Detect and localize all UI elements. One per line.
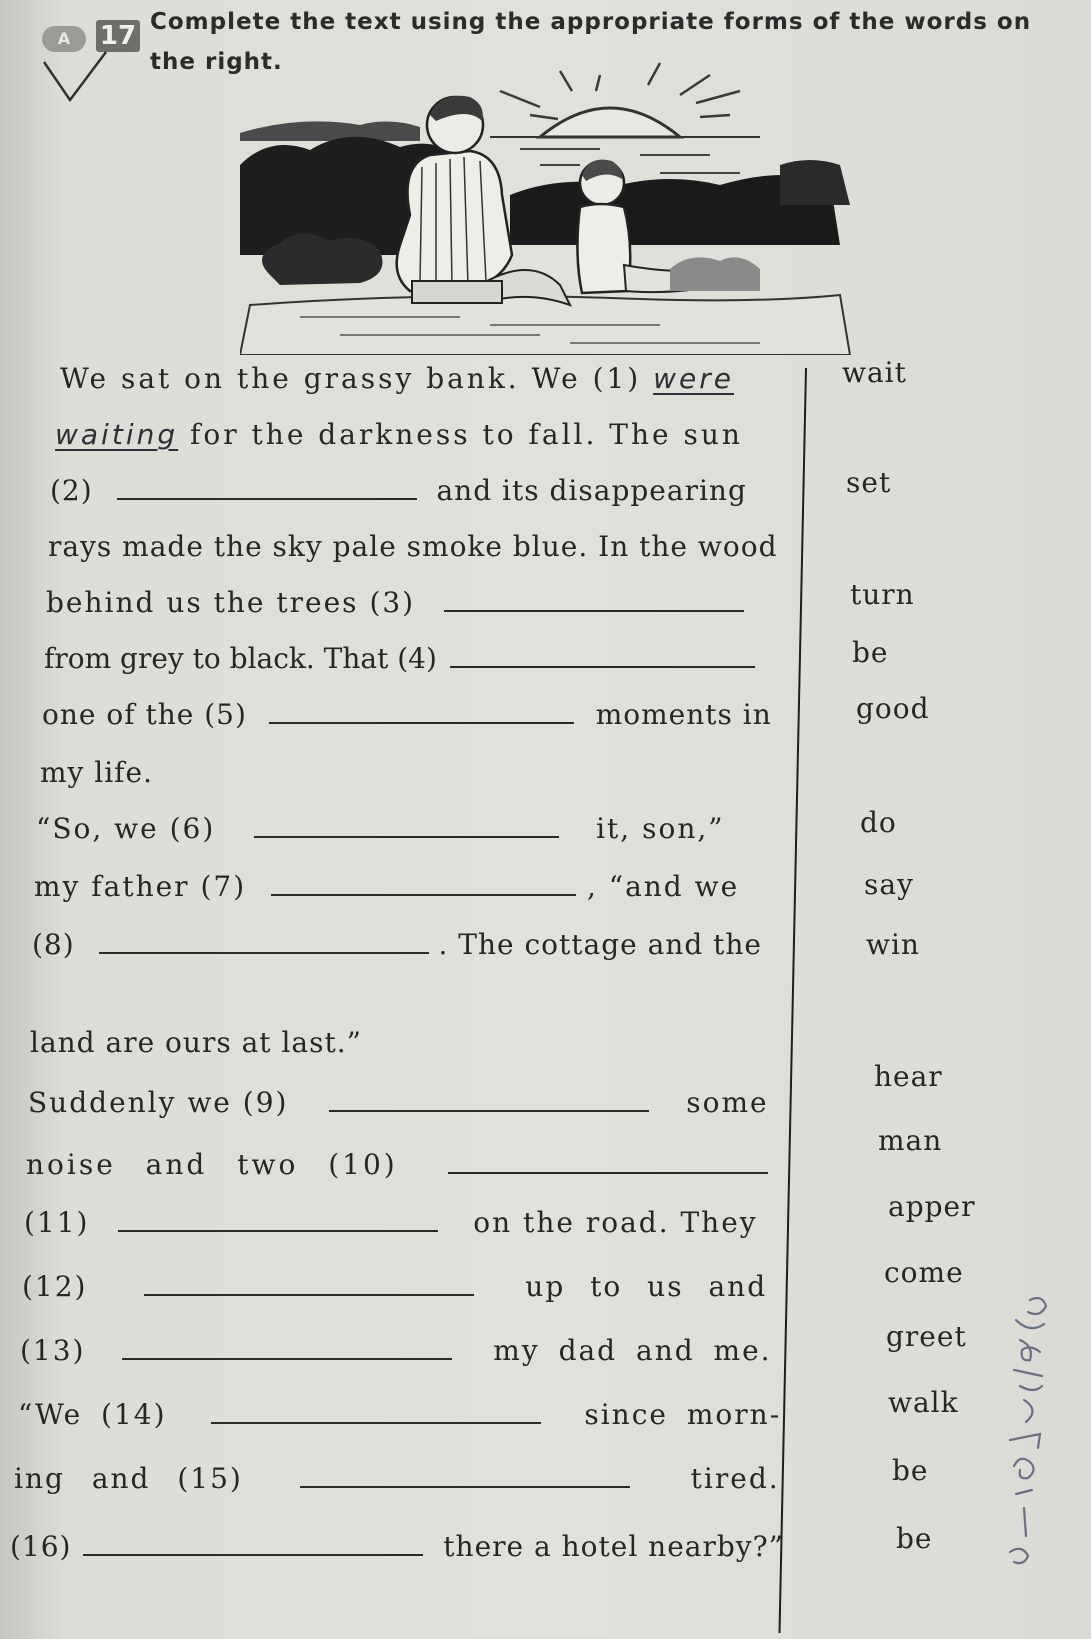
line-text: ing and (15) (14, 1462, 243, 1495)
text-line-12: land are ours at last.” (30, 1026, 362, 1059)
line-text: it, son,” (596, 812, 725, 845)
gap-number: (13) (20, 1334, 86, 1367)
word-4: be (852, 636, 889, 669)
line-text: up to us and (525, 1270, 768, 1303)
handwritten-note (990, 1290, 1060, 1580)
answer-1-cont: waiting (55, 418, 179, 451)
text-line-15 (24, 1206, 758, 1239)
word-6: do (860, 806, 897, 839)
text-line-19 (14, 1462, 780, 1495)
text-line-9 (36, 812, 725, 845)
gap-2-input[interactable] (117, 474, 417, 500)
gap-16-input[interactable] (83, 1530, 423, 1556)
sunset-illustration (240, 55, 860, 355)
level-badge: A (42, 26, 86, 52)
exercise-instruction: Complete the text using the appropriate forms of the words on the right. (150, 9, 1032, 75)
line-text: on the road. They (473, 1206, 758, 1239)
gap-13-input[interactable] (122, 1334, 452, 1360)
line-text: moments in (595, 698, 772, 731)
gap-10-input[interactable] (448, 1148, 768, 1174)
line-text: my father (7) (34, 870, 247, 903)
text-line-7 (42, 698, 772, 731)
column-divider (779, 368, 807, 1633)
text-line-3 (50, 474, 747, 507)
line-text: for the darkness to fall. The sun (190, 418, 743, 451)
text-line-11 (32, 928, 762, 961)
text-line-13 (28, 1086, 769, 1119)
word-16: be (896, 1522, 933, 1555)
line-text: one of the (5) (42, 698, 247, 731)
gap-number: (2) (50, 474, 93, 507)
word-14: walk (888, 1386, 959, 1419)
line-text: noise and two (10) (26, 1148, 398, 1181)
text-line-6 (44, 642, 755, 675)
gap-9-input[interactable] (329, 1086, 649, 1112)
text-line-17 (20, 1334, 772, 1367)
gap-3-input[interactable] (444, 586, 744, 612)
text-line-18 (18, 1398, 781, 1431)
text-line-16 (22, 1270, 767, 1303)
line-text: some (686, 1086, 769, 1119)
exercise-number: 17 (96, 20, 140, 52)
word-10: man (878, 1124, 943, 1157)
gap-7-input[interactable] (271, 870, 576, 896)
line-text: tired. (690, 1462, 780, 1495)
gap-number: (12) (22, 1270, 88, 1303)
line-text: from grey to black. That (4) (44, 642, 437, 675)
word-12: come (884, 1256, 964, 1289)
line-text: my dad and me. (493, 1334, 772, 1367)
line-text: since morn- (584, 1398, 782, 1431)
line-text: We sat on the grassy bank. We (1) (60, 362, 642, 395)
line-text: . The cottage and the (438, 928, 763, 961)
word-5: good (856, 692, 930, 725)
gap-number: (8) (32, 928, 75, 961)
gap-11-input[interactable] (118, 1206, 438, 1232)
word-7: say (864, 868, 914, 901)
gap-number: (11) (24, 1206, 90, 1239)
checkmark-icon (40, 48, 110, 108)
text-line-14 (26, 1148, 768, 1181)
gap-8-input[interactable] (99, 928, 429, 954)
text-line-1 (60, 362, 734, 395)
word-15: be (892, 1454, 929, 1487)
word-13: greet (886, 1320, 967, 1353)
text-line-2 (55, 418, 743, 451)
text-line-4: rays made the sky pale smoke blue. In the wood (48, 530, 778, 563)
gap-12-input[interactable] (144, 1270, 474, 1296)
line-text: and its disappearing (436, 474, 747, 507)
word-1: wait (842, 356, 907, 389)
line-text: , “and we (586, 870, 740, 903)
gap-4-input[interactable] (450, 642, 755, 668)
text-line-10 (34, 870, 739, 903)
line-text: there a hotel nearby?” (443, 1530, 784, 1563)
word-8: win (866, 928, 920, 961)
line-text: “So, we (6) (36, 812, 216, 845)
gap-14-input[interactable] (211, 1398, 541, 1424)
text-line-8: my life. (40, 756, 154, 789)
answer-1: were (653, 362, 735, 395)
line-text: Suddenly we (9) (28, 1086, 289, 1119)
gap-15-input[interactable] (300, 1462, 630, 1488)
gap-6-input[interactable] (254, 812, 559, 838)
line-text: “We (14) (18, 1398, 167, 1431)
word-3: turn (850, 578, 915, 611)
text-line-20 (10, 1530, 784, 1563)
gap-5-input[interactable] (269, 698, 574, 724)
gap-number: (16) (10, 1530, 72, 1563)
word-2: set (846, 466, 892, 499)
line-text: behind us the trees (3) (46, 586, 416, 619)
word-11: apper (888, 1190, 976, 1223)
word-9: hear (874, 1060, 943, 1093)
text-line-5 (46, 586, 744, 619)
